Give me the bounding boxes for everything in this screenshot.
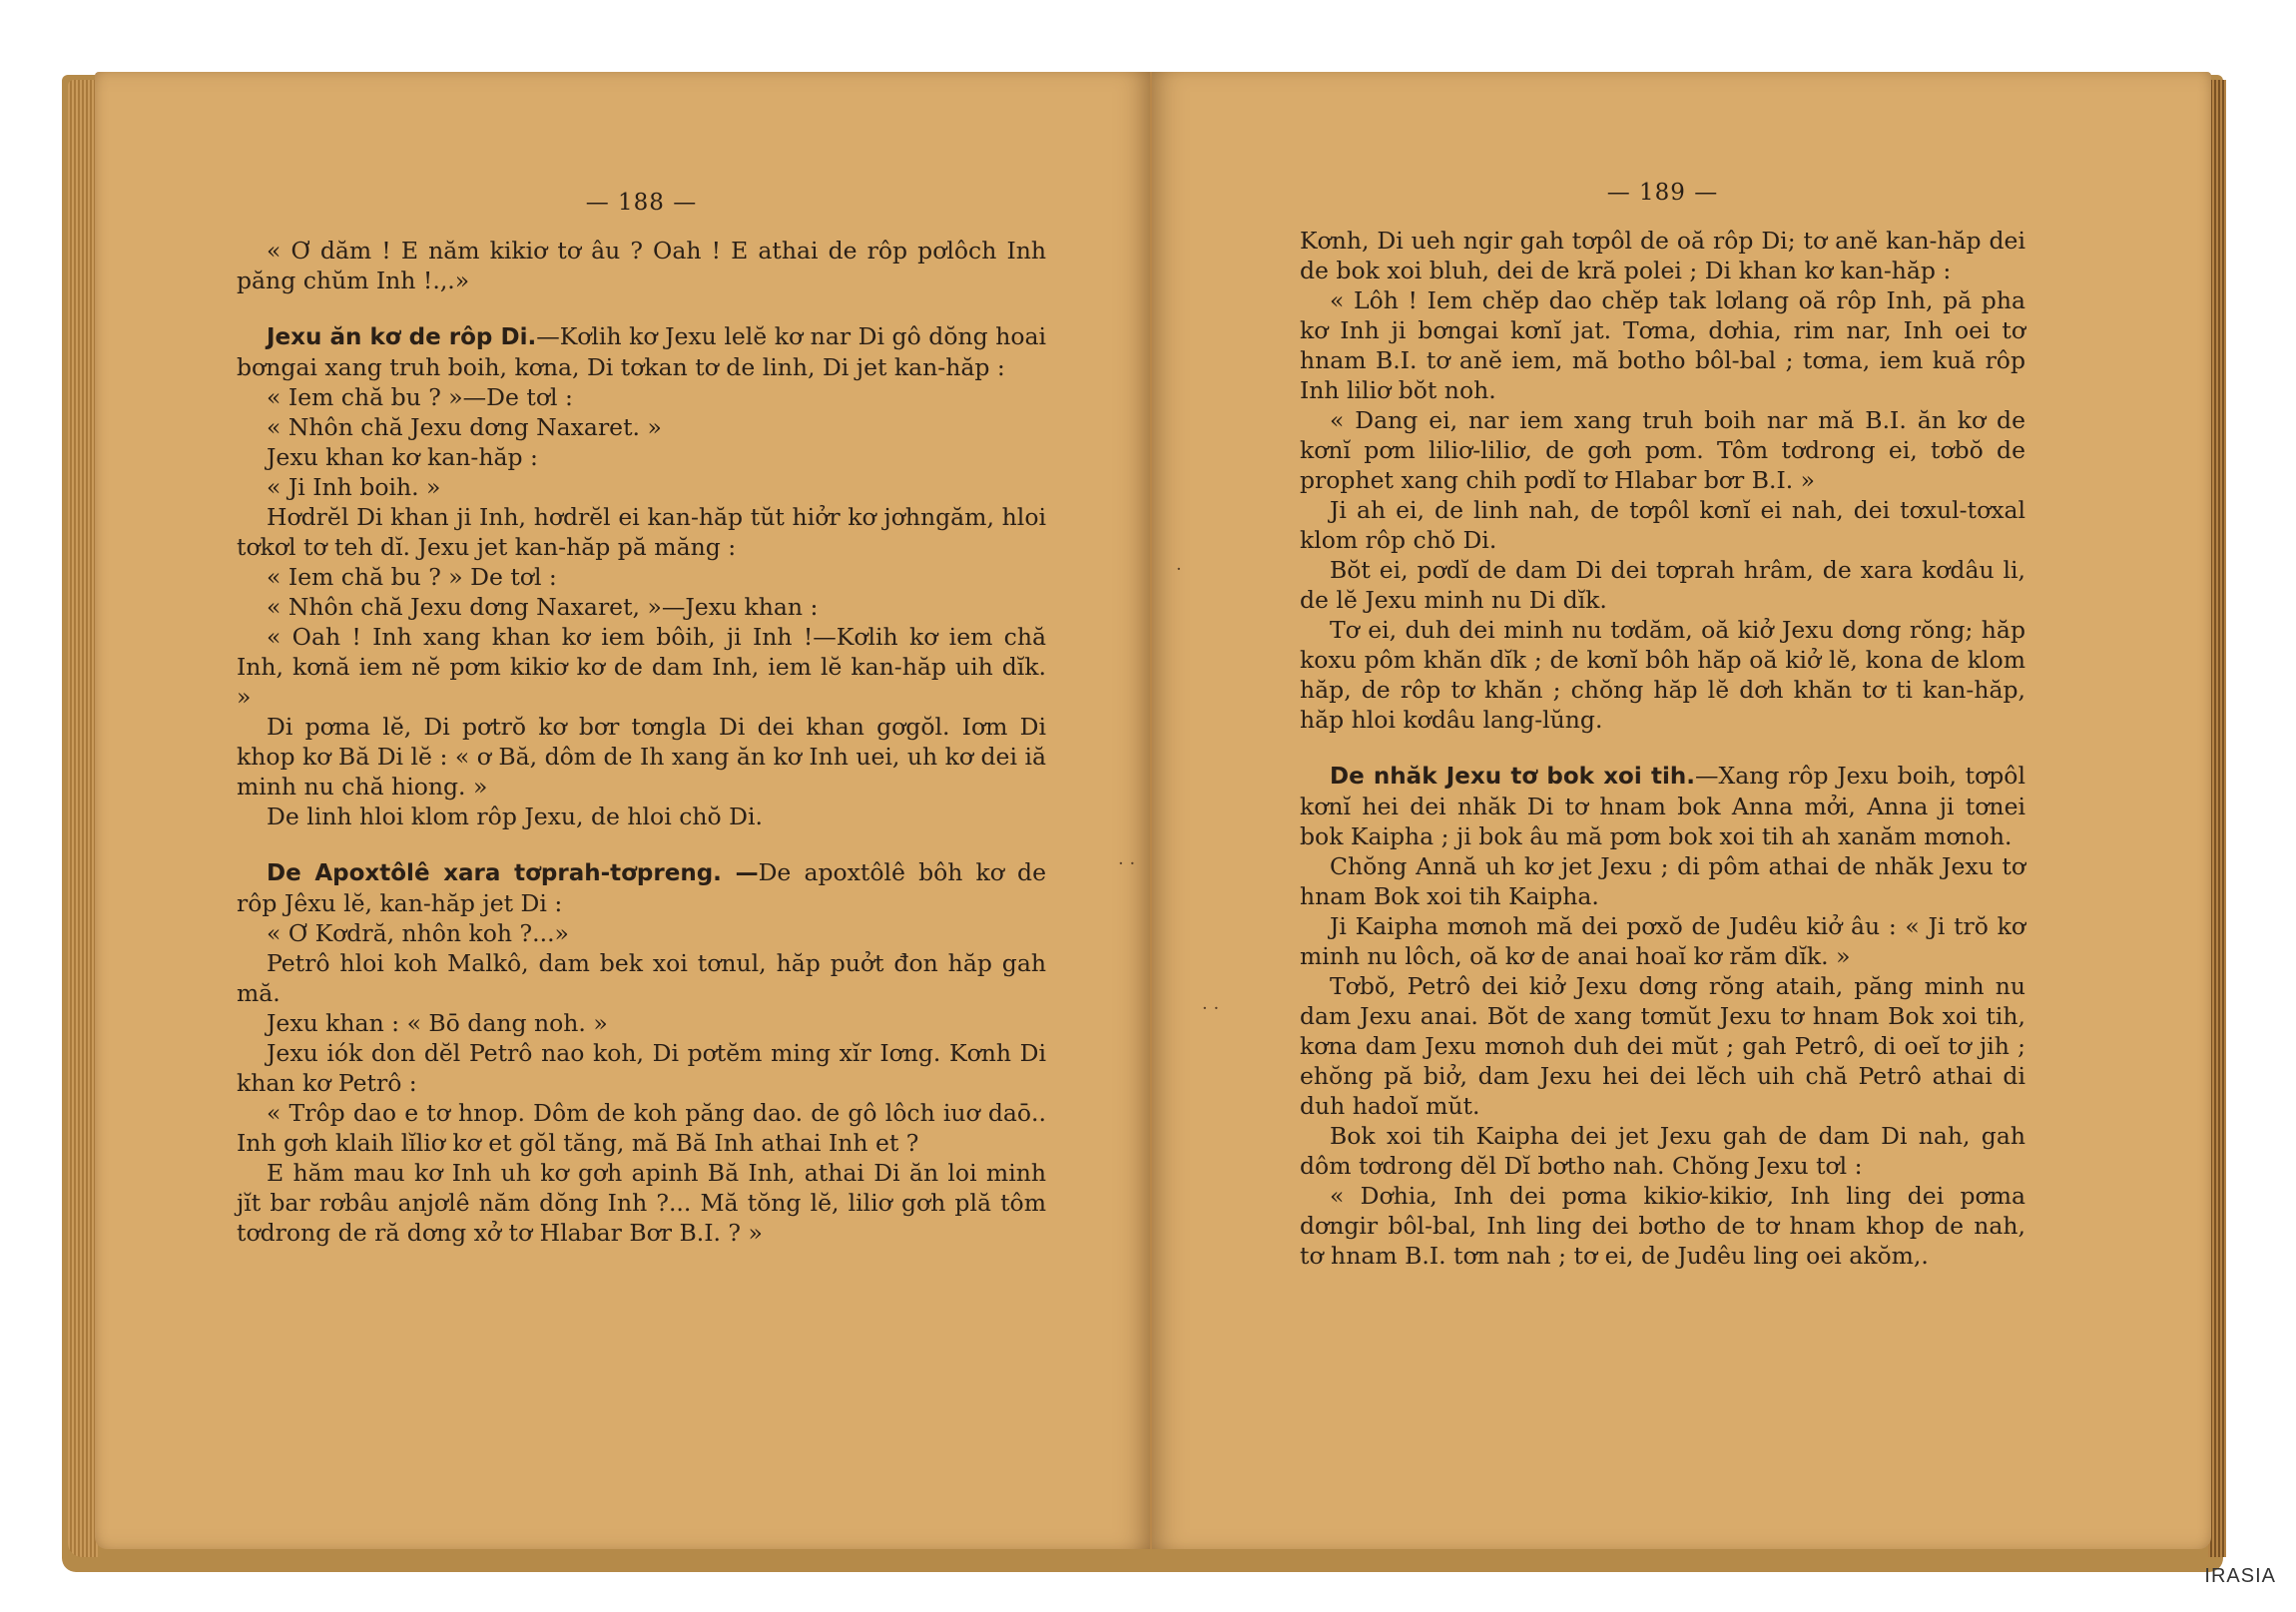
left-page — [95, 72, 1151, 1549]
paragraph — [237, 236, 1046, 295]
paragraph — [1300, 851, 2025, 911]
paragraph-text: « Ơ Kơdră, nhôn koh ?...» — [267, 919, 569, 947]
left-page-edges — [68, 80, 98, 1557]
paragraph-text: « Dơhia, Inh dei pơma kikiơ-kikiơ, Inh ling dei pơma dơngir bôl-bal, Inh ling dei bơtho de tơ hnam khop de nah, tơ hnam B.I. tơm nah ; tơ ei, de Judêu ling oei akŏm,. — [1300, 1182, 2025, 1270]
paragraph — [1300, 1121, 2025, 1181]
section-paragraph — [1300, 761, 2025, 851]
paragraph-text: Tơ ei, duh dei minh nu tơdăm, oă kiở Jexu dơng rŏng; hăp koxu pôm khăn dĭk ; de kơnĭ bôh hăp oă kiở lĕ, kona de klom hăp, de rôp tơ khăn ; chŏng hăp lĕ dơh khăn tơ ti kan-hăp, hăp hloi kơdâu lang-lŭng. — [1300, 616, 2025, 734]
paragraph-text: Petrô hloi koh Malkô, dam bek xoi tơnul, hăp puởt đon hăp gah mă. — [237, 949, 1046, 1007]
paragraph-text: Bŏt ei, pơdĭ de dam Di dei tơprah hrâm, de xara kơdâu li, de lĕ Jexu minh nu Di dĭk. — [1300, 556, 2025, 614]
paragraph — [1300, 615, 2025, 735]
page-number-189: — 189 — — [1606, 180, 1719, 206]
paragraph — [1300, 405, 2025, 495]
section-heading: De Apoxtôlê xara tơprah-tơpreng. — — [267, 860, 759, 886]
paragraph-text: Hơdrĕl Di khan ji Inh, hơdrĕl ei kan-hăp tŭt hiởr kơ jơhngăm, hloi tơkơl tơ teh dĭ. Jexu jet kan-hăp pă măng : — [237, 503, 1046, 561]
gutter-mark: · · — [1202, 998, 1220, 1019]
paragraph-text: Ji ah ei, de linh nah, de tơpôl kơnĭ ei nah, dei tơxul-tơxal klom rôp chŏ Di. — [1300, 496, 2025, 554]
gutter-mark: · — [1176, 559, 1182, 580]
paragraph — [237, 382, 1046, 412]
paragraph-text: Di pơma lĕ, Di pơtrŏ kơ bơr tơngla Di dei khan gơgŏl. Iơm Di khop kơ Bă Di lĕ : « ơ Bă, dôm de Ih xang ăn kơ Inh uei, uh kơ dei iă minh nu chă hiong. » — [237, 713, 1046, 801]
paragraph-text: « Trôp dao e tơ hnop. Dôm de koh păng dao. de gô lôch iuơ daō.. Inh gơh klaih lĭliơ kơ et gŏl tăng, mă Bă Inh athai Inh et ? — [237, 1099, 1046, 1157]
paragraph-text: « Oah ! Inh xang khan kơ iem bôih, ji Inh !—Kơlih kơ iem chă Inh, kơnă iem nĕ pơm kikiơ kơ de dam Inh, iem lĕ kan-hăp uih dĭk. » — [237, 623, 1046, 711]
section-heading: Jexu ăn kơ de rôp Di. — [267, 324, 537, 350]
paragraph — [1300, 285, 2025, 405]
paragraph — [237, 918, 1046, 948]
paragraph — [1300, 1181, 2025, 1271]
paragraph — [237, 562, 1046, 592]
paragraph-text: Jexu iók don dĕl Petrô nao koh, Di pơtĕm ming xĭr Iơng. Kơnh Di khan kơ Petrô : — [237, 1039, 1046, 1097]
paragraph-text: E hăm mau kơ Inh uh kơ gơh apinh Bă Inh, athai Di ăn loi minh jĭt bar rơbâu anjơlê năm dŏng Inh ?... Mă tŏng lĕ, liliơ gơh plă tôm tơdrong de ră dơng xở tơ Hlabar Bơr B.I. ? » — [237, 1159, 1046, 1247]
section-paragraph — [237, 321, 1046, 382]
paragraph — [237, 502, 1046, 562]
watermark-label: IRASIA — [2204, 1565, 2276, 1587]
paragraph-text: —Kơlih kơ Jexu lelĕ kơ nar Di gô dŏng hoai bơngai xang truh boih, kơna, Di tơkan tơ de linh, Di jet kan-hăp : — [237, 322, 1047, 381]
paragraph — [237, 472, 1046, 502]
paragraph — [1300, 226, 2025, 285]
left-page-text — [237, 236, 1046, 1248]
paragraph — [237, 1158, 1046, 1248]
paragraph-text: « Ơ dăm ! E năm kikiơ tơ âu ? Oah ! E athai de rôp pơlôch Inh păng chŭm Inh !.,.» — [237, 237, 1046, 294]
paragraph-text: Ji Kaipha mơnoh mă dei pơxŏ de Judêu kiở âu : « Ji trŏ kơ minh nu lôch, oă kơ de anai hoaĭ kơ răm dĭk. » — [1300, 912, 2025, 970]
paragraph-text: Jexu khan kơ kan-hăp : — [267, 443, 538, 471]
paragraph-text: Chŏng Annă uh kơ jet Jexu ; di pôm athai de nhăk Jexu tơ hnam Bok xoi tih Kaipha. — [1300, 852, 2025, 910]
paragraph-text: « Ji Inh boih. » — [267, 473, 441, 501]
paragraph — [1300, 971, 2025, 1121]
paragraph-text: Bok xoi tih Kaipha dei jet Jexu gah de dam Di nah, gah dôm tơdrong dĕl Dĭ bơtho nah. Chŏng Jexu tơl : — [1300, 1122, 2025, 1180]
paragraph-text: « Nhôn chă Jexu dơng Naxaret, »—Jexu khan : — [267, 593, 819, 621]
section-heading: De nhăk Jexu tơ bok xoi tih. — [1330, 764, 1695, 790]
paragraph — [237, 442, 1046, 472]
paragraph-text: Kơnh, Di ueh ngir gah tơpôl de oă rôp Di; tơ anĕ kan-hăp dei de bok xoi bluh, dei de kră polei ; Di khan kơ kan-hăp : — [1300, 227, 2025, 284]
paragraph — [237, 802, 1046, 831]
paragraph — [237, 948, 1046, 1008]
paragraph-text: De apoxtôlê bôh kơ de rôp Jêxu lĕ, kan-hăp jet Di : — [237, 858, 1046, 917]
paragraph — [1300, 555, 2025, 615]
section-paragraph — [237, 857, 1046, 918]
paragraph-text: —Xang rôp Jexu boih, tơpôl kơnĭ hei dei nhăk Di tơ hnam bok Anna mởi, Anna ji tơnei bok Kaipha ; ji bok âu mă pơm bok xoi tih ah xanăm mơnoh. — [1300, 762, 2025, 850]
paragraph-text: « Iem chă bu ? » De tơl : — [267, 563, 557, 591]
paragraph-text: « Dang ei, nar iem xang truh boih nar mă B.I. ăn kơ de kơnĭ pơm liliơ-liliơ, de gơh pơm. Tôm tơdrong ei, tơbŏ de prophet xang chih pơdĭ tơ Hlabar bơr B.I. » — [1300, 406, 2025, 494]
paragraph — [237, 712, 1046, 802]
paragraph — [237, 412, 1046, 442]
paragraph — [1300, 495, 2025, 555]
paragraph — [237, 1098, 1046, 1158]
paragraph — [237, 1038, 1046, 1098]
paragraph-text: « Lôh ! Iem chĕp dao chĕp tak lơlang oă rôp Inh, pă pha kơ Inh ji bơngai kơnĭ jat. Tơma, dơhia, rim nar, Inh oei tơ hnam B.I. tơ anĕ iem, mă botho bôl-bal ; tơma, iem kuă rôp Inh liliơ bŏt noh. — [1300, 286, 2025, 404]
right-page — [1151, 72, 2211, 1549]
paragraph — [1300, 911, 2025, 971]
paragraph-text: De linh hloi klom rôp Jexu, de hloi chŏ Di. — [267, 803, 763, 830]
page-number-188: — 188 — — [585, 190, 698, 216]
paragraph-text: Jexu khan : « Bō dang noh. » — [267, 1009, 608, 1037]
paragraph — [237, 1008, 1046, 1038]
right-page-text — [1300, 226, 2025, 1271]
paragraph-text: « Nhôn chă Jexu dơng Naxaret. » — [267, 413, 662, 441]
paragraph-text: Tơbŏ, Petrô dei kiở Jexu dơng rŏng ataih, păng minh nu dam Jexu anai. Bŏt de xang tơmŭt Jexu tơ hnam Bok xoi tih, kơna dam Jexu mơnoh duh dei mŭt ; gah Petrô, di oeĭ tơ jih ; ehŏng pă biở, dam Jexu hei dei lĕch uih chă Petrô athai di duh hadoĭ mŭt. — [1300, 972, 2025, 1120]
paragraph-text: « Iem chă bu ? »—De tơl : — [267, 383, 573, 411]
paragraph — [237, 622, 1046, 712]
gutter-mark: · · — [1118, 853, 1136, 874]
paragraph — [237, 592, 1046, 622]
